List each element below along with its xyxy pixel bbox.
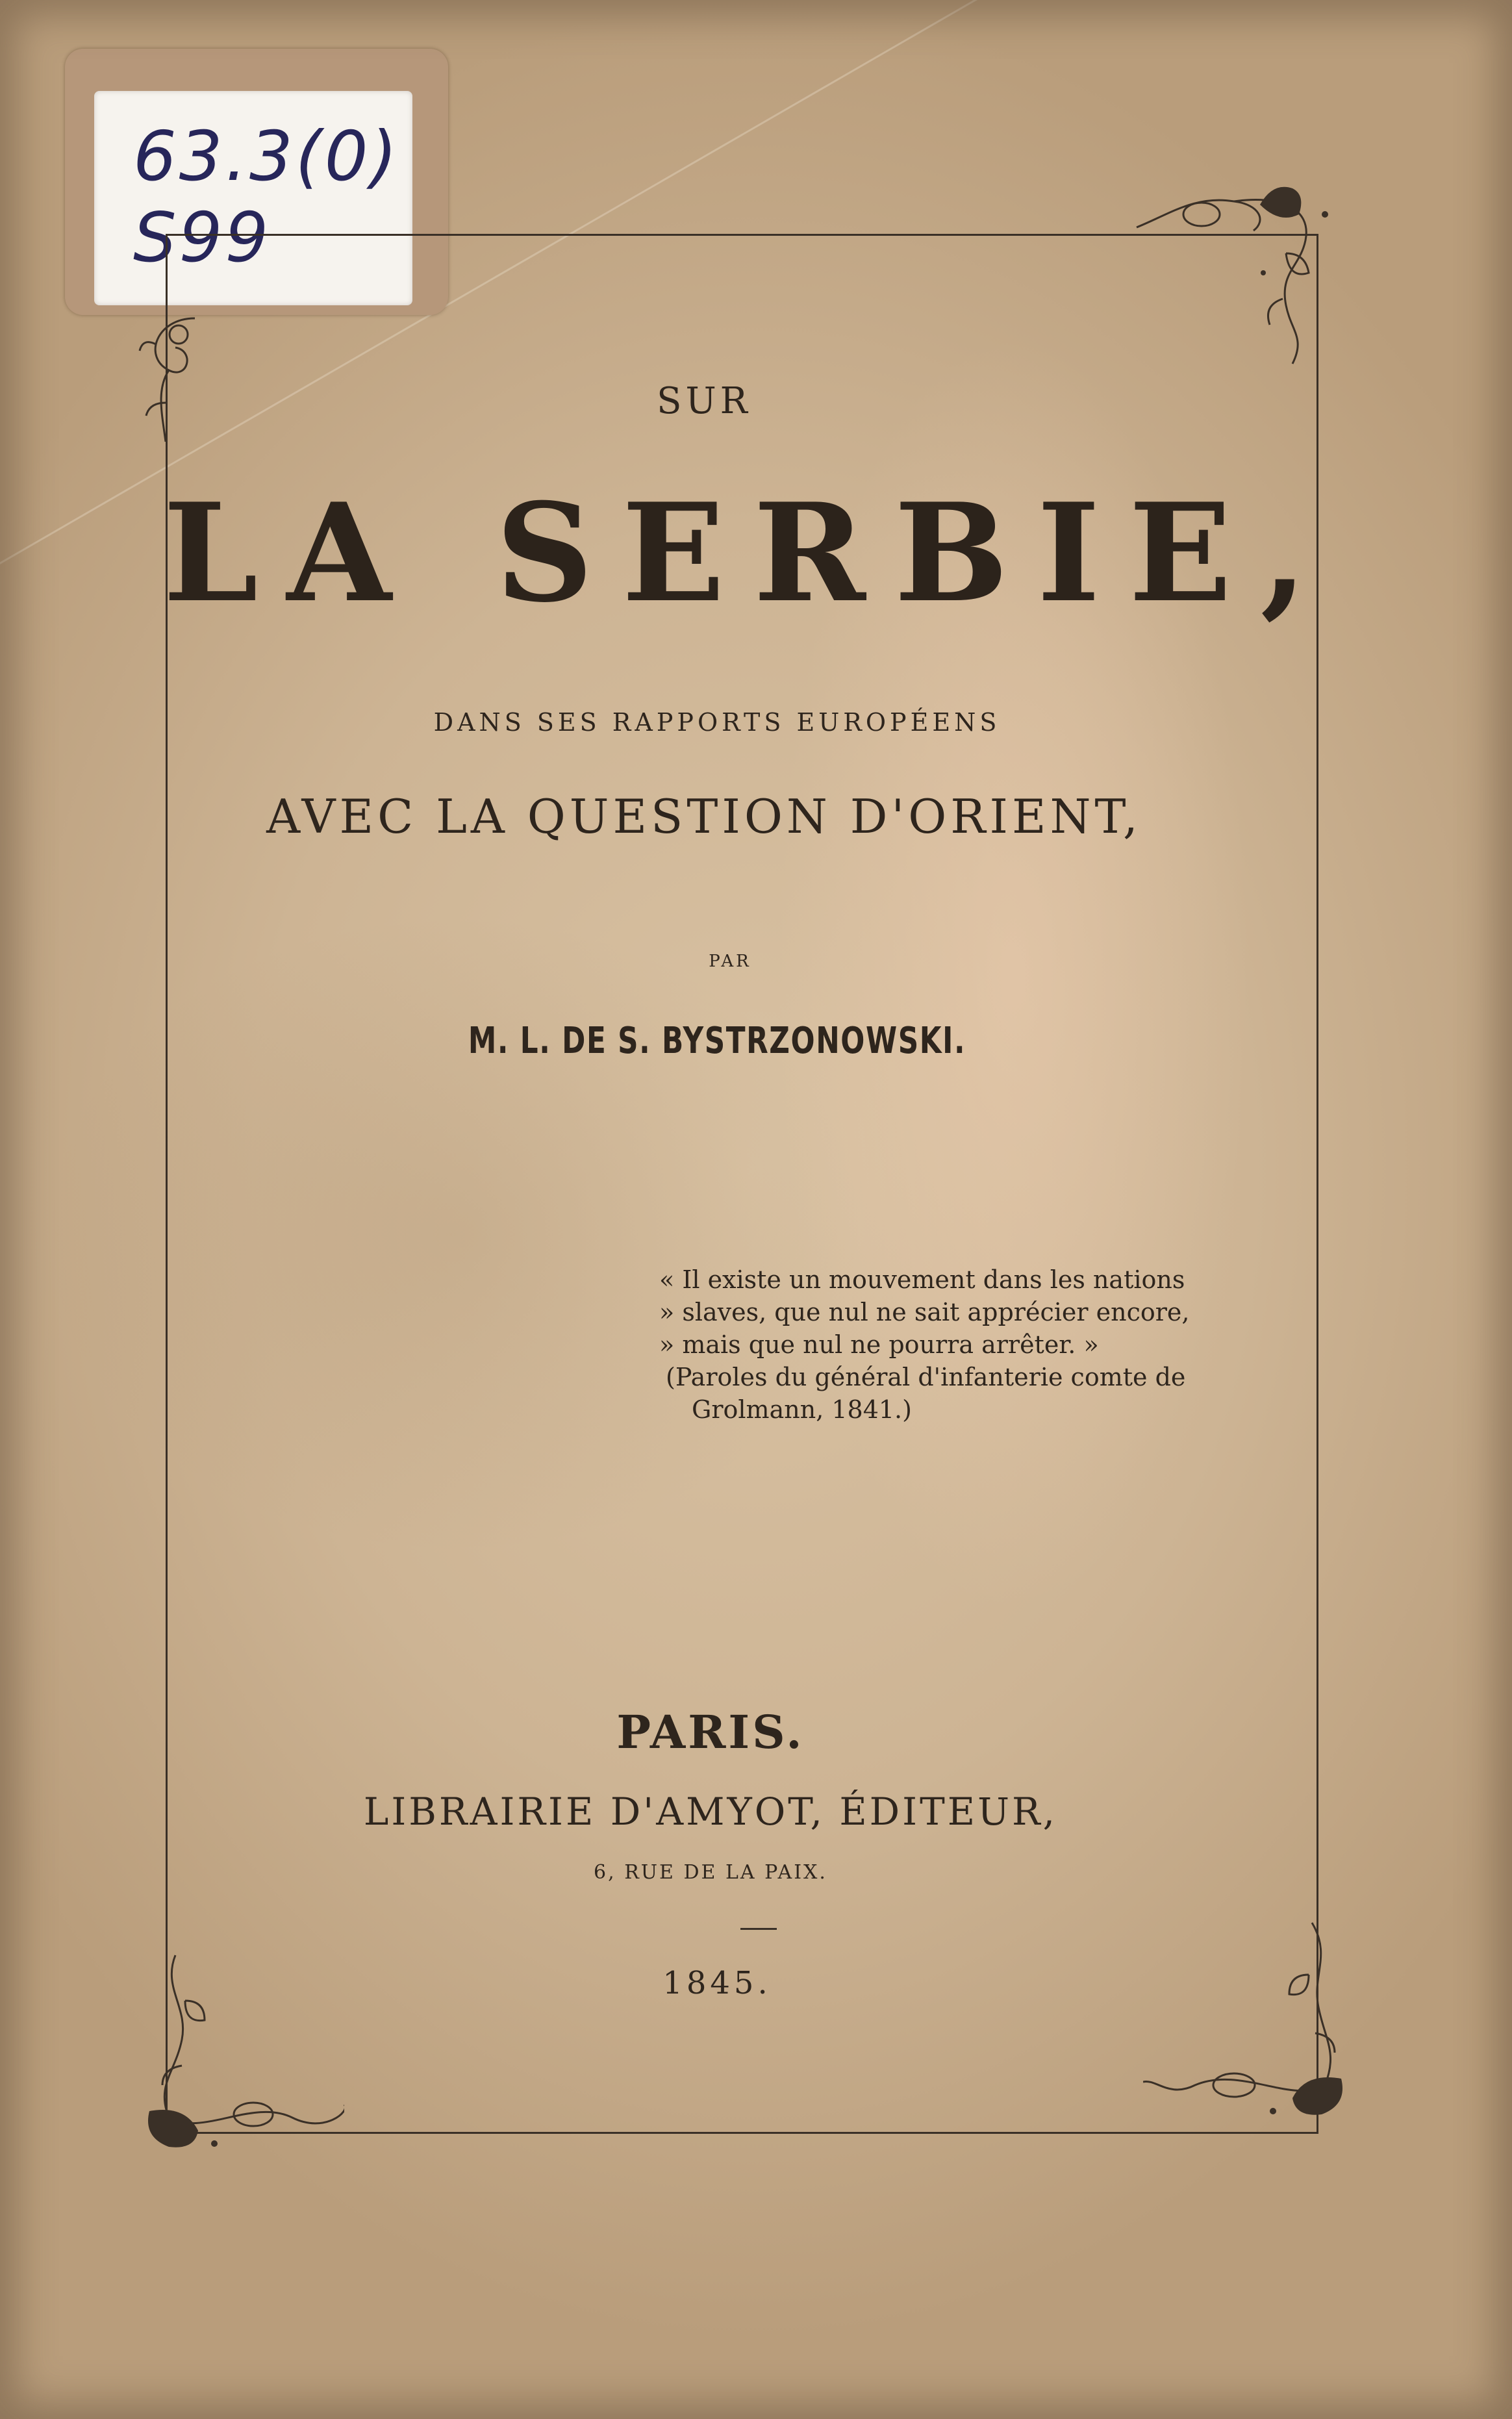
epigraph: [659, 1263, 1231, 1426]
subtitle-line-1: DANS SES RAPPORTS EUROPÉENS: [433, 708, 1001, 737]
imprint-divider: [740, 1928, 777, 1930]
imprint-publisher: LIBRAIRIE D'AMYOT, ÉDITEUR,: [363, 1790, 1058, 1834]
imprint-city: PARIS.: [616, 1705, 805, 1759]
imprint-address: 6, RUE DE LA PAIX.: [594, 1861, 827, 1884]
main-title: LA SERBIE,: [163, 474, 1336, 633]
epigraph-line-1: « Il existe un mouvement dans les nations: [659, 1265, 1185, 1294]
byline-par: PAR: [709, 952, 751, 971]
shelfmark-line-1: 63.3(0): [133, 117, 400, 196]
title-prefix: SUR: [657, 380, 751, 422]
corner-ornament-top-right-icon: [1130, 169, 1338, 377]
epigraph-line-3: » mais que nul ne pourra arrêter. »: [659, 1330, 1099, 1359]
shelfmark-line-2: S99: [133, 198, 271, 277]
author-name: M. L. DE S. BYSTRZONOWSKI.: [468, 1020, 966, 1062]
corner-ornament-bottom-right-icon: [1143, 1916, 1351, 2124]
epigraph-source-line-1: (Paroles du général d'infanterie comte de: [666, 1363, 1186, 1391]
imprint-year: 1845.: [662, 1965, 772, 2001]
epigraph-source-line-2: Grolmann, 1841.): [692, 1395, 912, 1424]
subtitle-line-2: AVEC LA QUESTION D'ORIENT,: [266, 789, 1142, 844]
corner-ornament-top-left-icon: [117, 305, 234, 448]
epigraph-line-2: » slaves, que nul ne sait apprécier encore,: [659, 1298, 1190, 1326]
